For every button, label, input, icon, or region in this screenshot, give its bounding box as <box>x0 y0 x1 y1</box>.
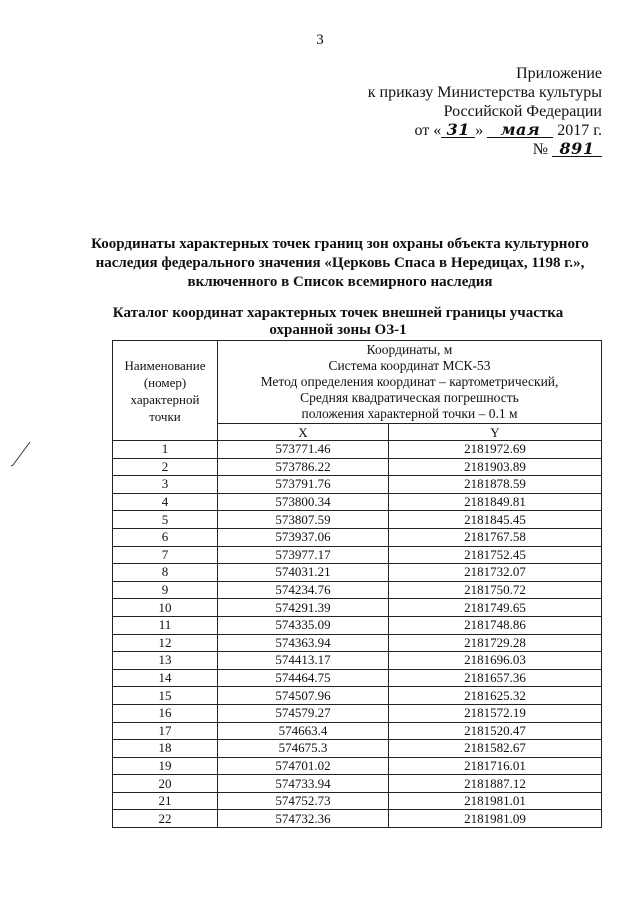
y-coordinate-cell: 2181887.12 <box>389 775 602 793</box>
table-body <box>113 441 602 828</box>
y-coordinate-cell: 2181582.67 <box>389 740 602 758</box>
table-row <box>113 634 602 652</box>
y-coordinate-cell: 2181729.28 <box>389 634 602 652</box>
table-row <box>113 528 602 546</box>
title-line-2: наследия федерального значения «Церковь Спаса в Нередицах, 1198 г.», <box>95 255 585 271</box>
table-row <box>113 476 602 494</box>
point-number-cell: 17 <box>113 722 218 740</box>
point-number-cell: 9 <box>113 581 218 599</box>
point-number-cell: 1 <box>113 441 218 459</box>
catalog-line-2: охранной зоны ОЗ-1 <box>269 322 407 338</box>
y-coordinate-cell: 2181748.86 <box>389 616 602 634</box>
y-coordinate-cell: 2181749.65 <box>389 599 602 617</box>
x-coordinate-cell: 574733.94 <box>218 775 389 793</box>
date-month-handwritten: мая <box>487 123 553 138</box>
appendix-title: Приложение <box>516 65 602 82</box>
y-coordinate-cell: 2181625.32 <box>389 687 602 705</box>
x-coordinate-cell: 573937.06 <box>218 528 389 546</box>
point-number-cell: 16 <box>113 704 218 722</box>
x-coordinate-cell: 573807.59 <box>218 511 389 529</box>
y-coordinate-cell: 2181878.59 <box>389 476 602 494</box>
x-coordinate-cell: 574507.96 <box>218 687 389 705</box>
table-row <box>113 441 602 459</box>
table-row <box>113 687 602 705</box>
catalog-line-1: Каталог координат характерных точек внешней границы участка <box>112 305 564 321</box>
y-coordinate-cell: 2181903.89 <box>389 458 602 476</box>
y-coordinate-cell: 2181657.36 <box>389 669 602 687</box>
table-row <box>113 775 602 793</box>
point-number-cell: 22 <box>113 810 218 828</box>
appendix-block <box>368 64 602 159</box>
table-row <box>113 810 602 828</box>
x-coordinate-cell: 574732.36 <box>218 810 389 828</box>
appendix-number <box>368 140 602 159</box>
table-row <box>113 458 602 476</box>
x-coordinate-cell: 574701.02 <box>218 757 389 775</box>
table-row <box>113 493 602 511</box>
point-number-cell: 18 <box>113 740 218 758</box>
x-coordinate-cell: 574291.39 <box>218 599 389 617</box>
point-number-cell: 21 <box>113 792 218 810</box>
table-row <box>113 581 602 599</box>
x-coordinate-cell: 574464.75 <box>218 669 389 687</box>
title-line-3: включенного в Список всемирного наследия <box>187 274 493 290</box>
y-coordinate-cell: 2181520.47 <box>389 722 602 740</box>
y-coordinate-cell: 2181696.03 <box>389 652 602 670</box>
point-number-cell: 10 <box>113 599 218 617</box>
x-coordinate-cell: 574579.27 <box>218 704 389 722</box>
table-row <box>113 669 602 687</box>
number-handwritten: 891 <box>552 142 602 157</box>
x-coordinate-cell: 574234.76 <box>218 581 389 599</box>
y-coordinate-cell: 2181849.81 <box>389 493 602 511</box>
x-coordinate-cell: 574335.09 <box>218 616 389 634</box>
table-row <box>113 792 602 810</box>
y-coordinate-cell: 2181752.45 <box>389 546 602 564</box>
point-number-cell: 20 <box>113 775 218 793</box>
point-number-cell: 19 <box>113 757 218 775</box>
date-day-handwritten: 31 <box>441 123 475 138</box>
date-mid: » <box>475 122 484 139</box>
y-coordinate-cell: 2181572.19 <box>389 704 602 722</box>
table-row <box>113 757 602 775</box>
y-coordinate-cell: 2181972.69 <box>389 441 602 459</box>
x-coordinate-cell: 574413.17 <box>218 652 389 670</box>
point-number-cell: 4 <box>113 493 218 511</box>
point-number-cell: 14 <box>113 669 218 687</box>
appendix-federation: Российской Федерации <box>443 103 602 120</box>
y-coordinate-cell: 2181767.58 <box>389 528 602 546</box>
point-number-cell: 5 <box>113 511 218 529</box>
table-row <box>113 511 602 529</box>
x-coordinate-cell: 573786.22 <box>218 458 389 476</box>
catalog-heading <box>88 305 588 339</box>
point-number-cell: 15 <box>113 687 218 705</box>
point-number-cell: 11 <box>113 616 218 634</box>
point-name-header: Наименование (номер) характерной точки <box>113 341 218 441</box>
point-number-cell: 8 <box>113 564 218 582</box>
y-coordinate-cell: 2181981.01 <box>389 792 602 810</box>
x-coordinate-cell: 573771.46 <box>218 441 389 459</box>
x-coordinate-cell: 573791.76 <box>218 476 389 494</box>
point-number-cell: 6 <box>113 528 218 546</box>
date-year: 2017 г. <box>557 122 602 139</box>
point-number-cell: 2 <box>113 458 218 476</box>
title-line-1: Координаты характерных точек границ зон охраны объекта культурного <box>91 236 589 252</box>
x-coordinate-cell: 573977.17 <box>218 546 389 564</box>
table-row <box>113 722 602 740</box>
y-coordinate-cell: 2181732.07 <box>389 564 602 582</box>
table-row <box>113 599 602 617</box>
x-coordinate-cell: 574663.4 <box>218 722 389 740</box>
table-row <box>113 564 602 582</box>
x-coordinate-cell: 574363.94 <box>218 634 389 652</box>
point-number-cell: 13 <box>113 652 218 670</box>
table-row <box>113 704 602 722</box>
x-coordinate-cell: 574031.21 <box>218 564 389 582</box>
y-coordinate-cell: 2181750.72 <box>389 581 602 599</box>
document-title <box>60 235 620 292</box>
y-coordinate-cell: 2181716.01 <box>389 757 602 775</box>
page-number: 3 <box>316 32 324 48</box>
x-coordinate-cell: 573800.34 <box>218 493 389 511</box>
margin-pen-stroke <box>10 440 32 468</box>
coordinates-header: Координаты, м Система координат МСК-53 Метод определения координат – картометрический, Средняя квадратическая погрешность положения характерной точки – 0.1 м <box>218 341 602 424</box>
x-coordinate-cell: 574752.73 <box>218 792 389 810</box>
x-coordinate-cell: 574675.3 <box>218 740 389 758</box>
appendix-order-ref: к приказу Министерства культуры <box>367 84 602 101</box>
y-column-header: Y <box>389 424 602 441</box>
table-row <box>113 546 602 564</box>
point-number-cell: 7 <box>113 546 218 564</box>
appendix-date <box>368 121 602 140</box>
y-coordinate-cell: 2181845.45 <box>389 511 602 529</box>
x-column-header: X <box>218 424 389 441</box>
y-coordinate-cell: 2181981.09 <box>389 810 602 828</box>
coordinates-table <box>112 340 602 828</box>
number-prefix: № <box>532 141 548 158</box>
point-number-cell: 3 <box>113 476 218 494</box>
point-number-cell: 12 <box>113 634 218 652</box>
date-prefix: от « <box>414 122 442 139</box>
table-row <box>113 616 602 634</box>
table-row <box>113 652 602 670</box>
table-row <box>113 740 602 758</box>
